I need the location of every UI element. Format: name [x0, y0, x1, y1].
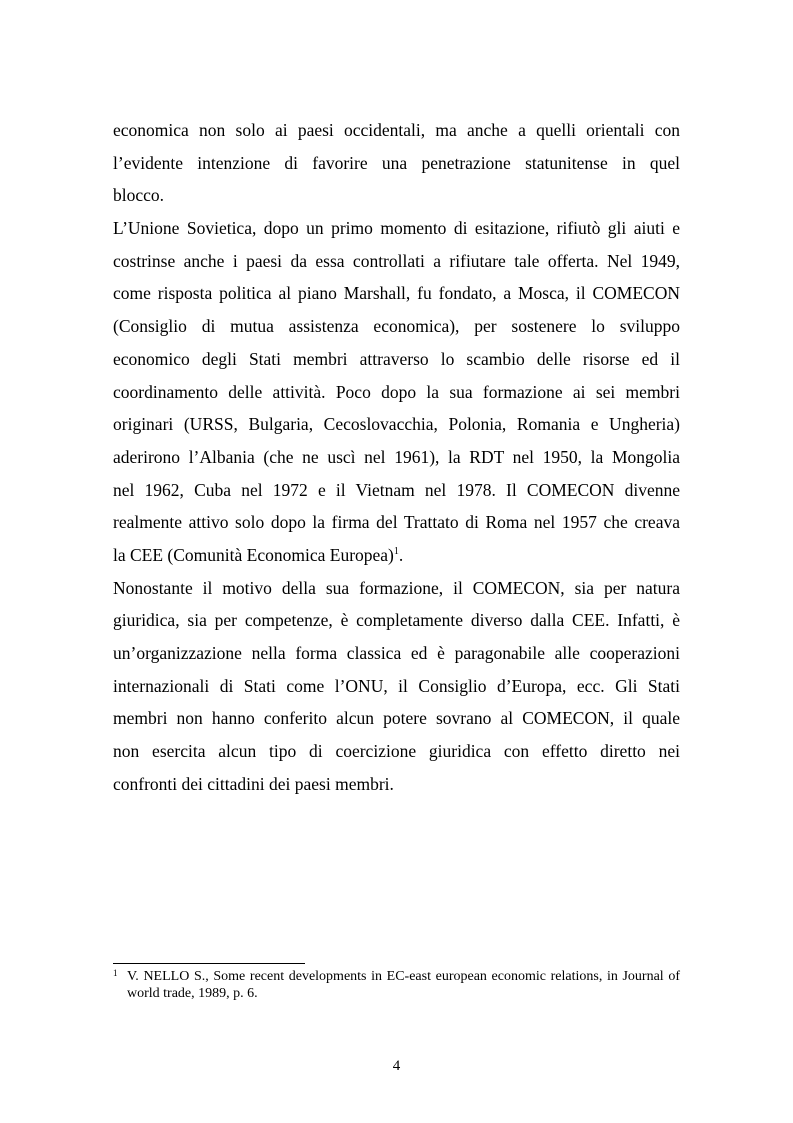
- text-line-content: la CEE (Comunità Economica Europea): [113, 544, 394, 565]
- text-line: L’Unione Sovietica, dopo un primo momento di esitazione, rifiutò gli aiuti e: [113, 218, 680, 239]
- body-text: [113, 114, 680, 800]
- text-line: l’evidente intenzione di favorire una penetrazione statunitense in quel: [113, 152, 680, 173]
- page-number: 4: [392, 1058, 401, 1074]
- text-line: come risposta politica al piano Marshall, fu fondato, a Mosca, il COMECON: [113, 283, 680, 304]
- text-line: economico degli Stati membri attraverso lo scambio delle risorse ed il: [113, 348, 680, 369]
- footnote-line: V. NELLO S., Some recent developments in EC-east european economic relations, in Journal of: [127, 969, 680, 984]
- footnote-number: 1: [113, 968, 118, 978]
- text-line: coordinamento delle attività. Poco dopo la sua formazione ai sei membri: [113, 381, 680, 402]
- footnote-separator: [113, 963, 305, 964]
- text-line: nel 1962, Cuba nel 1972 e il Vietnam nel 1978. Il COMECON divenne: [113, 479, 680, 500]
- text-line: Nonostante il motivo della sua formazione, il COMECON, sia per natura: [113, 577, 680, 598]
- text-line: blocco.: [113, 185, 165, 206]
- text-line: costrinse anche i paesi da essa controllati a rifiutare tale offerta. Nel 1949,: [113, 250, 680, 271]
- text-line: giuridica, sia per competenze, è completamente diverso dalla CEE. Infatti, è: [113, 610, 680, 631]
- footnote-line: world trade, 1989, p. 6.: [127, 986, 258, 1001]
- text-line: non esercita alcun tipo di coercizione giuridica con effetto diretto nei: [113, 741, 680, 762]
- footnote-reference[interactable]: 1: [393, 546, 399, 558]
- text-line: [113, 539, 680, 572]
- text-line: internazionali di Stati come l’ONU, il Consiglio d’Europa, ecc. Gli Stati: [113, 675, 680, 696]
- sentence-end: .: [398, 544, 404, 565]
- text-line: membri non hanno conferito alcun potere sovrano al COMECON, il quale: [113, 708, 680, 729]
- text-line: aderirono l’Albania (che ne uscì nel 1961), la RDT nel 1950, la Mongolia: [113, 446, 680, 467]
- text-line: confronti dei cittadini dei paesi membri.: [113, 773, 394, 794]
- text-line: realmente attivo solo dopo la firma del Trattato di Roma nel 1957 che creava: [113, 512, 680, 533]
- text-line: economica non solo ai paesi occidentali, ma anche a quelli orientali con: [113, 120, 680, 140]
- text-line: un’organizzazione nella forma classica ed è paragonabile alle cooperazioni: [113, 643, 680, 663]
- text-line: originari (URSS, Bulgaria, Cecoslovacchia, Polonia, Romania e Ungheria): [113, 414, 680, 435]
- text-line: (Consiglio di mutua assistenza economica), per sostenere lo sviluppo: [113, 316, 680, 337]
- footnote: [113, 968, 680, 1002]
